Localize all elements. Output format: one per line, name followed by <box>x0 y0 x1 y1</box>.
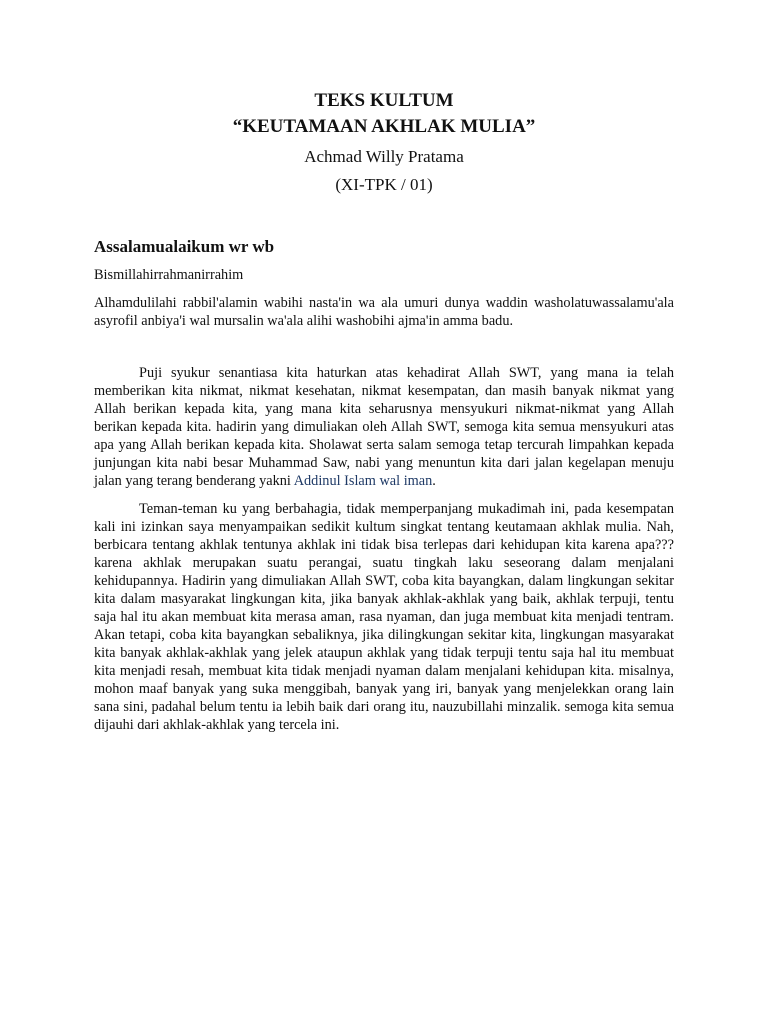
basmalah-line: Bismillahirrahmanirrahim <box>94 267 244 283</box>
document-subtitle: “KEUTAMAAN AKHLAK MULIA” <box>232 116 536 137</box>
paragraph-1-end: . <box>432 473 436 489</box>
author-name: Achmad Willy Pratama <box>304 147 464 166</box>
greeting-heading: Assalamualaikum wr wb <box>94 237 275 256</box>
paragraph-1-text: Puji syukur senantiasa kita haturkan atas kehadirat Allah SWT, yang mana ia telah memberikan kita nikmat, nikmat kesehatan, nikmat kesempatan, dan masih banyak nikmat yang Allah berikan kepada kita, yang mana kita seharusnya mensyukuri nikmat-nikmat yang Allah berikan kepada kita. hadirin yang dimuliakan oleh Allah SWT, semoga kita semua mensyukuri atas apa yang Allah berikan kepada kita. Sholawat serta salam semoga tetap tercurah limpahkan kepada junjungan kita nabi besar Muhammad Saw, nabi yang menuntun kita dari jalan kegelapan menuju jalan yang terang benderang yakni <box>94 365 674 489</box>
spacer <box>94 340 674 364</box>
paragraph-2: Teman-teman ku yang berbahagia, tidak memperpanjang mukadimah ini, pada kesempatan kali ini izinkan saya menyampaikan sedikit kultum singkat tentang keutamaan akhlak mulia. Nah, berbicara tentang akhlak tentunya akhlak ini tidak bisa terlepas dari kehidupan kita karena apa??? karena akhlak merupakan suatu perangai, suatu tingkah laku seseorang dalam menjalani kehidupannya. Hadirin yang dimuliakan Allah SWT, coba kita bayangkan, dalam lingkungan sekitar kita dalam masyarakat lingkungan kita, jika banyak akhlak-akhlak yang baik, akhlak terpuji, tentu saja hal itu akan membuat kita merasa aman, rasa nyaman, dan juga membuat kita menjadi tentram. Akan tetapi, coba kita bayangkan sebaliknya, jika dilingkungan sekitar kita, lingkungan masyarakat kita banyak akhlak-akhlak yang jelek ataupun akhlak yang tidak terpuji tentu saja hal itu membuat kita menjadi resah, membuat kita tidak menjadi nyaman dalam menjalani kehidupan kita. misalnya, mohon maaf banyak yang suka menggibah, banyak yang iri, banyak yang menjelekkan orang lain sana sini, padahal belum tentu ia lebih baik dari orang itu, nauzubillahi minzalik. semoga kita semua dijauhi dari akhlak-akhlak yang tercela ini. <box>94 501 674 733</box>
opening-paragraph: Alhamdulilahi rabbil'alamin wabihi nasta'in wa ala umuri dunya waddin washolatuwassalamu'ala asyrofil anbiya'i wal mursalin wa'ala alihi washobihi ajma'in amma badu. <box>94 295 674 329</box>
document-page <box>94 88 674 744</box>
title-block <box>94 88 674 196</box>
document-title: TEKS KULTUM <box>314 90 454 111</box>
class-label: (XI-TPK / 01) <box>335 175 433 194</box>
paragraph-1-link[interactable]: Addinul Islam wal iman <box>293 473 433 489</box>
paragraph-1 <box>94 364 674 490</box>
